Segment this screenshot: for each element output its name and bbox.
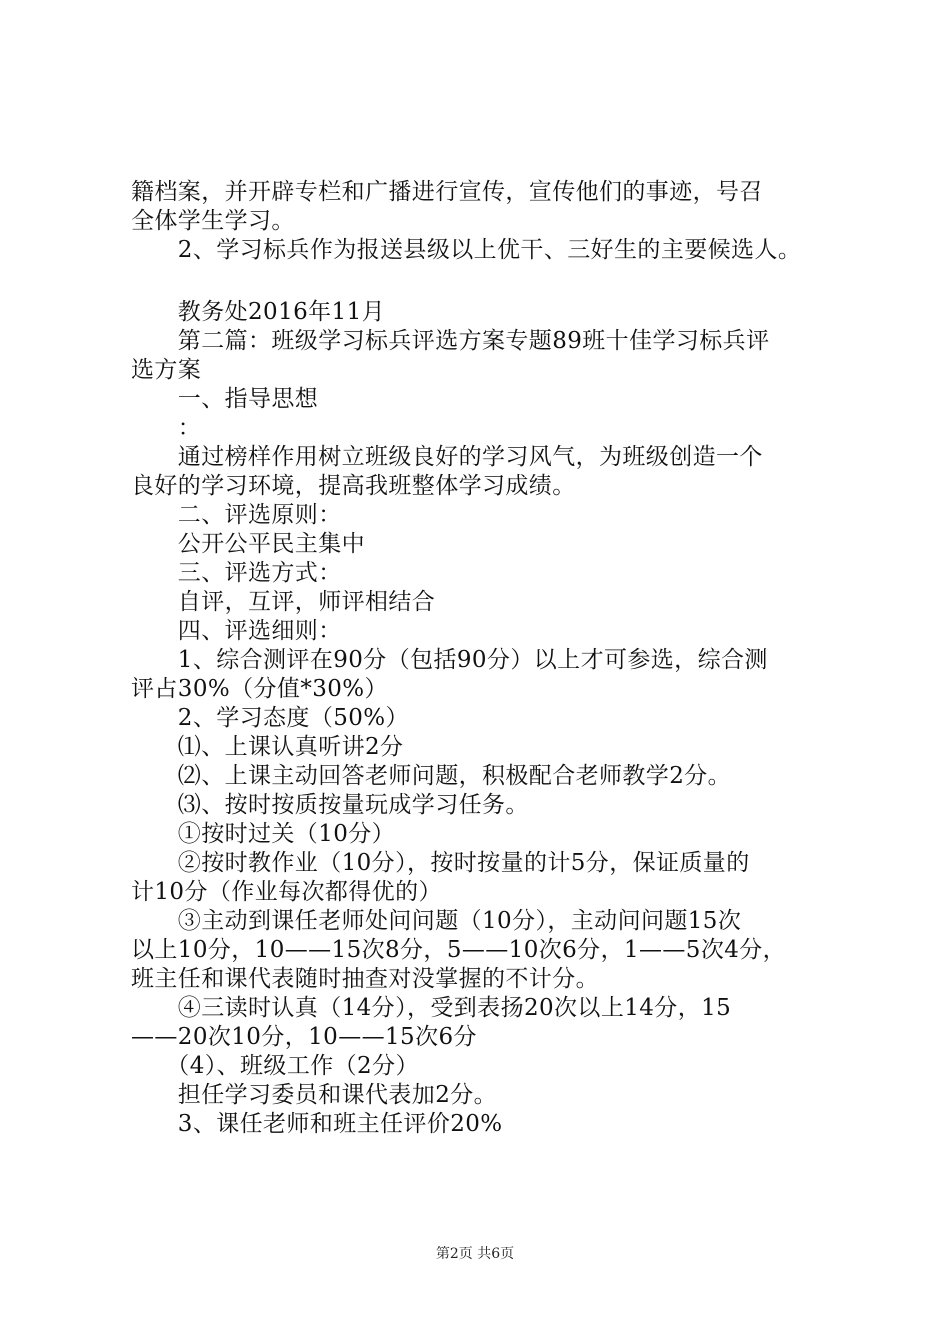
text-line: 评占30%（分值*30%） [131,676,388,702]
section-title: 第二篇：班级学习标兵评选方案专题89班十佳学习标兵评 [131,328,770,354]
heading-principles: 二、评选原则： [131,502,342,528]
text-line: 以上10分，10——15次8分，5——10次6分，1——5次4分， [131,937,787,963]
text-line: 1、综合测评在90分（包括90分）以上才可参选，综合测 [131,647,768,673]
text-line: 3、课任老师和班主任评价20% [131,1111,503,1137]
page-footer [0,1244,950,1264]
signature-line: 教务处2016年11月 [131,299,385,325]
document-body [131,178,836,1139]
text-line: ①按时过关（10分） [131,821,396,847]
text-line: ⑴、上课认真听讲2分 [131,734,404,760]
text-line: ⑵、上课主动回答老师问题，积极配合老师教学2分。 [131,763,732,789]
text-line: ②按时教作业（10分），按时按量的计5分，保证质量的 [131,850,750,876]
text-line: 通过榜样作用树立班级良好的学习风气，为班级创造一个 [131,444,763,470]
text-line: 计10分（作业每次都得优的） [131,879,442,905]
text-line: 担任学习委员和课代表加2分。 [131,1082,498,1108]
text-line: ④三读时认真（14分），受到表扬20次以上14分，15 [131,995,732,1021]
text-line: ⑶、按时按质按量玩成学习任务。 [131,792,529,818]
page-number-label: 第2页 共6页 [435,1246,515,1262]
text-line: 全体学生学习。 [131,208,295,234]
heading-rules: 四、评选细则： [131,618,342,644]
text-line: ③主动到课任老师处问问题（10分），主动问问题15次 [131,908,742,934]
text-line: ——20次10分，10——15次6分 [131,1024,477,1050]
heading-method: 三、评选方式： [131,560,342,586]
text-line: 2、学习态度（50%） [131,705,409,731]
text-line: 籍档案，并开辟专栏和广播进行宣传，宣传他们的事迹，号召 [131,179,763,205]
section-title-cont: 选方案 [131,357,202,383]
blank-line [131,265,836,298]
text-line: （4）、班级工作（2分） [131,1053,419,1079]
text-line: 班主任和课代表随时抽查对没掌握的不计分。 [131,966,599,992]
text-line: 2、学习标兵作为报送县级以上优干、三好生的主要候选人。 [131,237,802,263]
text-line: 公开公平民主集中 [131,531,365,557]
text-line: 良好的学习环境，提高我班整体学习成绩。 [131,473,576,499]
text-line: ： [131,415,202,441]
text-line: 自评，互评，师评相结合 [131,589,436,615]
heading-guiding-thought: 一、指导思想 [131,386,319,412]
